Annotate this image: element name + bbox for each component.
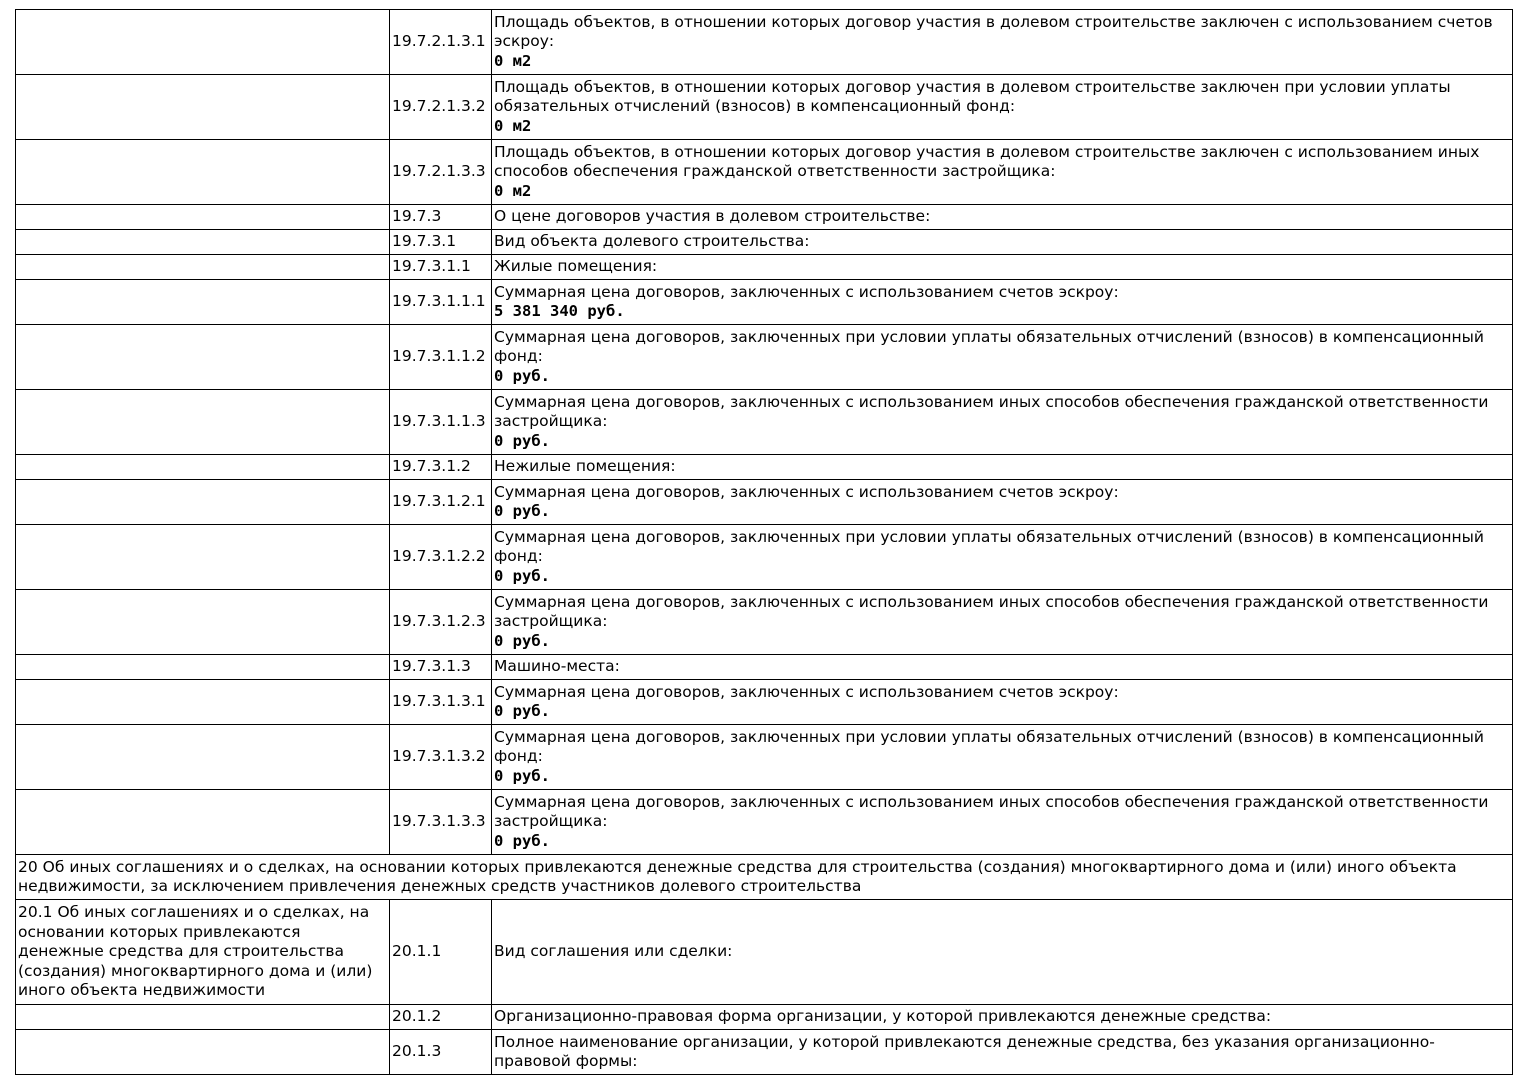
row-value: 0 руб. bbox=[494, 431, 550, 450]
row-content bbox=[492, 10, 1513, 75]
row-text: Суммарная цена договоров, заключенных с использованием счетов эскроу: bbox=[494, 282, 1119, 301]
row-text: Площадь объектов, в отношении которых договор участия в долевом строительстве заключен с использованием счетов эскроу: bbox=[494, 12, 1493, 51]
table-row bbox=[16, 205, 1513, 230]
row-content bbox=[492, 140, 1513, 205]
table-row bbox=[16, 790, 1513, 855]
row-label-cell bbox=[16, 10, 390, 75]
row-text: Площадь объектов, в отношении которых договор участия в долевом строительстве заключен при условии уплаты обязательных отчислений (взносов) в компенсационный фонд: bbox=[494, 77, 1451, 116]
section-heading-row bbox=[16, 855, 1513, 900]
row-content bbox=[492, 790, 1513, 855]
row-label-cell bbox=[16, 325, 390, 390]
row-code: 19.7.3.1.1.2 bbox=[390, 325, 492, 390]
row-text: Вид объекта долевого строительства: bbox=[492, 230, 1513, 255]
row-value: 0 руб. bbox=[494, 702, 550, 720]
row-content bbox=[492, 725, 1513, 790]
row-code: 20.1.1 bbox=[390, 900, 492, 1005]
row-label-cell bbox=[16, 205, 390, 230]
row-label-cell bbox=[16, 140, 390, 205]
row-value: 0 м2 bbox=[494, 51, 532, 70]
row-label-cell bbox=[16, 680, 390, 725]
row-label-cell bbox=[16, 525, 390, 590]
table-row bbox=[16, 255, 1513, 280]
row-text: Суммарная цена договоров, заключенных при условии уплаты обязательных отчислений (взносов) в компенсационный фонд: bbox=[494, 727, 1484, 766]
row-label-cell bbox=[16, 590, 390, 655]
row-value: 0 руб. bbox=[494, 502, 550, 520]
row-text: Машино-места: bbox=[492, 655, 1513, 680]
table-row bbox=[16, 480, 1513, 525]
row-content bbox=[492, 75, 1513, 140]
row-label-cell bbox=[16, 390, 390, 455]
row-content bbox=[492, 280, 1513, 325]
row-content bbox=[492, 525, 1513, 590]
row-label-cell bbox=[16, 725, 390, 790]
table-row bbox=[16, 1030, 1513, 1075]
row-text: Суммарная цена договоров, заключенных с использованием счетов эскроу: bbox=[494, 482, 1119, 501]
row-value: 0 руб. bbox=[494, 631, 550, 650]
row-text: Суммарная цена договоров, заключенных при условии уплаты обязательных отчислений (взносов) в компенсационный фонд: bbox=[494, 327, 1484, 366]
row-text: Организационно-правовая форма организации, у которой привлекаются денежные средства: bbox=[492, 1005, 1513, 1030]
table-row bbox=[16, 10, 1513, 75]
row-code: 19.7.3.1.3.3 bbox=[390, 790, 492, 855]
row-text: Жилые помещения: bbox=[492, 255, 1513, 280]
row-label-cell bbox=[16, 280, 390, 325]
row-code: 19.7.2.1.3.3 bbox=[390, 140, 492, 205]
row-label-cell bbox=[16, 455, 390, 480]
row-value: 5 381 340 руб. bbox=[494, 302, 625, 320]
row-code: 19.7.3.1.1 bbox=[390, 255, 492, 280]
table-row bbox=[16, 140, 1513, 205]
row-content bbox=[492, 390, 1513, 455]
row-text: Вид соглашения или сделки: bbox=[492, 900, 1513, 1005]
row-text: Суммарная цена договоров, заключенных с использованием иных способов обеспечения гражданской ответственности застройщика: bbox=[494, 392, 1489, 431]
row-value: 0 м2 bbox=[494, 116, 532, 135]
row-text: Нежилые помещения: bbox=[492, 455, 1513, 480]
row-code: 19.7.2.1.3.2 bbox=[390, 75, 492, 140]
row-value: 0 руб. bbox=[494, 766, 550, 785]
row-text: Суммарная цена договоров, заключенных с использованием иных способов обеспечения гражданской ответственности застройщика: bbox=[494, 792, 1489, 831]
row-code: 19.7.3.1.2.3 bbox=[390, 590, 492, 655]
row-label-cell bbox=[16, 790, 390, 855]
row-code: 19.7.3.1.3.1 bbox=[390, 680, 492, 725]
row-code: 19.7.3.1.2 bbox=[390, 455, 492, 480]
section-20-title: 20 Об иных соглашениях и о сделках, на основании которых привлекаются денежные средства для строительства (создания) многоквартирного дома и (или) иного объекта недвижимости, за исключением привлечения денежных средств участников долевого строительства bbox=[16, 855, 1513, 900]
row-label-cell bbox=[16, 655, 390, 680]
row-code: 19.7.3.1.2.1 bbox=[390, 480, 492, 525]
row-value: 0 м2 bbox=[494, 181, 532, 200]
row-label-cell bbox=[16, 230, 390, 255]
table-row bbox=[16, 1005, 1513, 1030]
row-text: Площадь объектов, в отношении которых договор участия в долевом строительстве заключен с использованием иных способов обеспечения гражданской ответственности застройщика: bbox=[494, 142, 1480, 181]
table-row bbox=[16, 325, 1513, 390]
row-content bbox=[492, 480, 1513, 525]
table-row bbox=[16, 455, 1513, 480]
table-row bbox=[16, 655, 1513, 680]
row-code: 19.7.3 bbox=[390, 205, 492, 230]
row-text: Суммарная цена договоров, заключенных с использованием счетов эскроу: bbox=[494, 682, 1119, 701]
row-value: 0 руб. bbox=[494, 366, 550, 385]
row-text: Полное наименование организации, у которой привлекаются денежные средства, без указания организационно-правовой формы: bbox=[492, 1030, 1513, 1075]
row-text: О цене договоров участия в долевом строительстве: bbox=[492, 205, 1513, 230]
table-row bbox=[16, 680, 1513, 725]
row-code: 19.7.3.1 bbox=[390, 230, 492, 255]
subsection-20-1-title: 20.1 Об иных соглашениях и о сделках, на основании которых привлекаются денежные средства для строительства (создания) многоквартирного дома и (или) иного объекта недвижимости bbox=[16, 900, 390, 1005]
row-label-cell bbox=[16, 75, 390, 140]
row-label-cell bbox=[16, 1005, 390, 1030]
table-row bbox=[16, 725, 1513, 790]
row-code: 19.7.2.1.3.1 bbox=[390, 10, 492, 75]
row-code: 19.7.3.1.1.3 bbox=[390, 390, 492, 455]
row-text: Суммарная цена договоров, заключенных при условии уплаты обязательных отчислений (взносов) в компенсационный фонд: bbox=[494, 527, 1484, 566]
disclosure-table bbox=[15, 9, 1513, 1075]
table-row bbox=[16, 900, 1513, 1005]
table-row bbox=[16, 230, 1513, 255]
row-value: 0 руб. bbox=[494, 566, 550, 585]
row-content bbox=[492, 680, 1513, 725]
row-value: 0 руб. bbox=[494, 831, 550, 850]
row-code: 20.1.2 bbox=[390, 1005, 492, 1030]
row-code: 19.7.3.1.2.2 bbox=[390, 525, 492, 590]
row-label-cell bbox=[16, 480, 390, 525]
table-row bbox=[16, 590, 1513, 655]
row-code: 19.7.3.1.3 bbox=[390, 655, 492, 680]
row-code: 20.1.3 bbox=[390, 1030, 492, 1075]
table-row bbox=[16, 75, 1513, 140]
row-code: 19.7.3.1.1.1 bbox=[390, 280, 492, 325]
table-row bbox=[16, 525, 1513, 590]
table-row bbox=[16, 280, 1513, 325]
row-content bbox=[492, 325, 1513, 390]
table-row bbox=[16, 390, 1513, 455]
row-content bbox=[492, 590, 1513, 655]
row-text: Суммарная цена договоров, заключенных с использованием иных способов обеспечения гражданской ответственности застройщика: bbox=[494, 592, 1489, 631]
row-label-cell bbox=[16, 1030, 390, 1075]
row-label-cell bbox=[16, 255, 390, 280]
row-code: 19.7.3.1.3.2 bbox=[390, 725, 492, 790]
